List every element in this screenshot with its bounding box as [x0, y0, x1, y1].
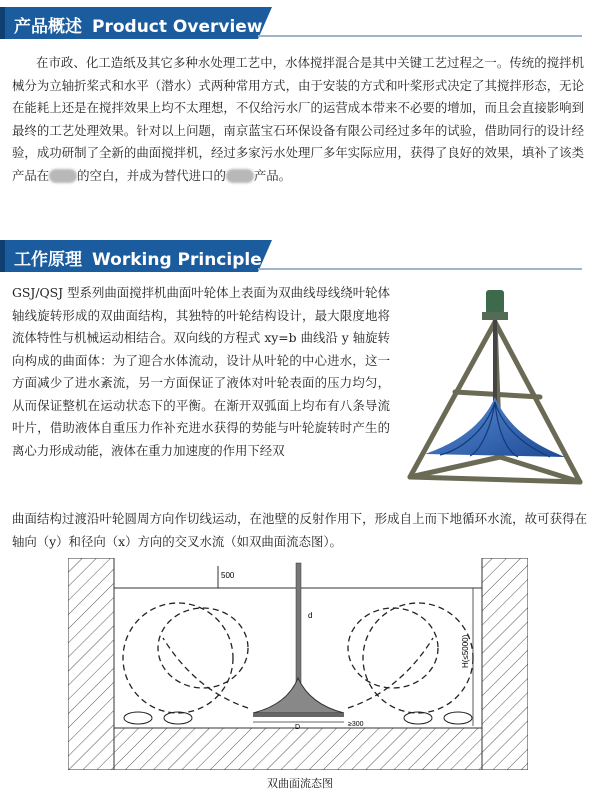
section-title-en: Working Principle — [92, 250, 262, 270]
label-D: D — [295, 724, 301, 731]
working-principle-paragraph: GSJ/QSJ 型系列曲面搅拌机曲面叶轮体上表面为双曲线母线绕叶轮体轴线旋转形成的双曲面结构，其独特的叶轮结构设计，最大限度地将流体特性与机械运动相结合。双向线的方程式 xy=b 曲线沿 y 轴旋转向构成的曲面体：为了迎合水体流动，设计从叶轮的中心进水，这一方面减少了进水紊流，另一方面保证了液体对叶轮表面的压力均匀，从而保证整机在运动状态下的平衡。在渐开双弧面上均布有八条导流叶片，借助液体自重压力作补充进水获得的势能与叶轮旋转时产生的离心力形成动能，液体在重力加速度的作用下经双 — [12, 285, 390, 458]
section-title-cn: 产品概述 — [14, 17, 82, 37]
section-title-en: Product Overview — [92, 17, 263, 37]
redacted-blur — [226, 169, 254, 183]
tank-wall-left — [68, 558, 114, 770]
overview-text-3: 产品。 — [253, 167, 292, 183]
label-d: d — [308, 611, 313, 620]
section-title-cn: 工作原理 — [14, 250, 82, 270]
section-header-product-overview — [0, 7, 600, 39]
section-title — [14, 245, 262, 270]
overview-text-1: 在市政、化工造纸及其它多种水处理工艺中，水体搅拌混合是其中关键工艺过程之一。传统的搅拌机械分为立轴折桨式和水平（潜水）式两种常用方式，由于安装的方式和叶桨形式决定了其搅拌形态，无论在能耗上还是在搅拌效果上均不太理想，不仅给污水厂的运营成本带来不必要的增加，而且会直接影响到最终的工艺处理效果。针对以上问题，南京蓝宝石环保设备有限公司经过多年的试验，借助同行的设计经验，成功研制了全新的曲面搅拌机，经过多家污水处理厂多年实际应用，获得了良好的效果，填补了该类产品在 — [12, 55, 584, 183]
svg-text:500: 500 — [221, 571, 235, 580]
tank-wall-right — [482, 558, 528, 770]
label-500 — [218, 566, 235, 588]
overview-text-2: 的空白，并成为替代进口的 — [77, 167, 226, 183]
working-principle-paragraph-continued: 曲面结构过渡沿叶轮圆周方向作切线运动，在池壁的反射作用下，形成自上而下地循环水流，故可获得在轴向（y）和径向（x）方向的交叉水流（如双曲面流态图）。 — [12, 511, 587, 549]
section-title — [14, 12, 263, 37]
section-header-working-principle — [0, 240, 600, 272]
motor-icon — [486, 290, 504, 314]
impeller-shape — [253, 678, 344, 713]
diagram-caption: 双曲面流态图 — [267, 777, 333, 790]
flow-pattern-diagram — [68, 558, 528, 770]
tank-floor — [114, 728, 482, 770]
label-300: ≥300 — [348, 721, 364, 728]
product-overview-paragraph — [12, 52, 584, 187]
label-h: H(≤5000) — [461, 634, 470, 668]
mixer-product-image — [400, 282, 590, 504]
mixer-shaft — [296, 563, 301, 698]
redacted-blur — [49, 169, 77, 183]
